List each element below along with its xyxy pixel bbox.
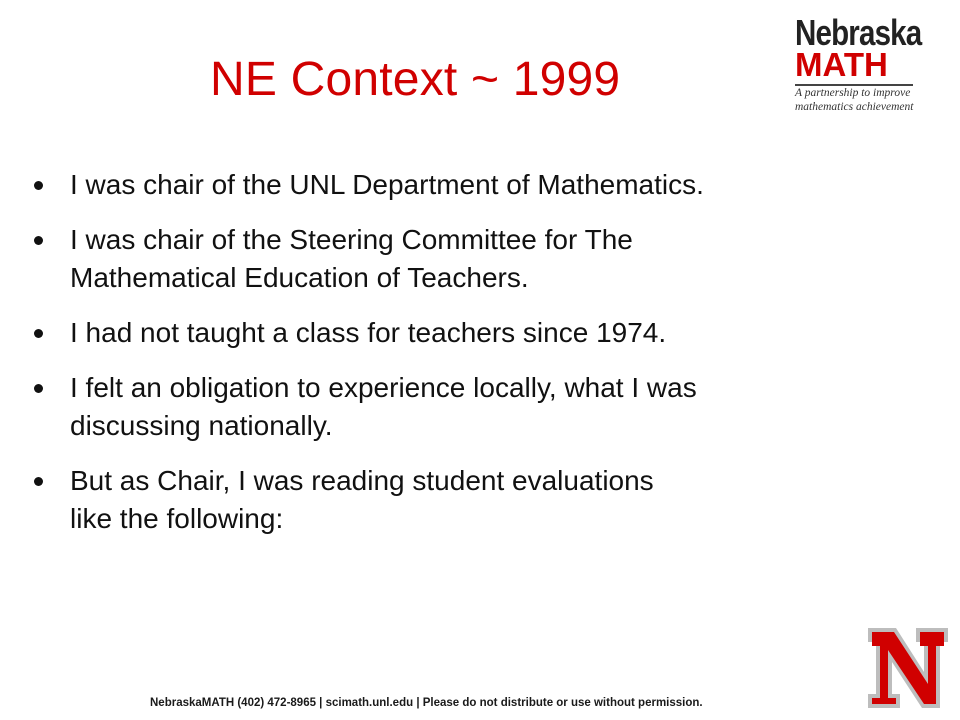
bullet-item xyxy=(32,314,912,352)
bullet-text-line2: discussing nationally. xyxy=(70,410,333,441)
bullet-item xyxy=(32,369,912,445)
bullet-dot-icon xyxy=(34,384,43,393)
bullet-dot-icon xyxy=(34,477,43,486)
bullet-dot-icon xyxy=(34,181,43,190)
bullet-item xyxy=(32,221,912,297)
bullet-text-line1: I was chair of the Steering Committee for The xyxy=(70,224,633,255)
bullet-list xyxy=(32,166,912,555)
nebraska-math-logo xyxy=(790,12,940,122)
logo-nebraska-text: Nebraska xyxy=(795,12,922,53)
bullet-text-line1: I had not taught a class for teachers since 1974. xyxy=(70,317,667,348)
footer-text: NebraskaMATH (402) 472-8965 | scimath.unl.edu | Please do not distribute or use without permission. xyxy=(150,697,703,709)
bullet-text-line1: I was chair of the UNL Department of Mathematics. xyxy=(70,169,704,200)
logo-tagline-line2: mathematics achievement xyxy=(795,101,914,113)
bullet-text-line1: But as Chair, I was reading student evaluations xyxy=(70,465,654,496)
bullet-item xyxy=(32,166,912,204)
logo-tagline xyxy=(795,86,913,114)
bullet-dot-icon xyxy=(34,329,43,338)
bullet-dot-icon xyxy=(34,236,43,245)
bullet-text-line1: I felt an obligation to experience locally, what I was xyxy=(70,372,697,403)
bullet-text-line2: like the following: xyxy=(70,503,284,534)
logo-math-text: MATH xyxy=(795,46,888,83)
nebraska-n-icon xyxy=(866,624,950,712)
slide-title: NE Context ~ 1999 xyxy=(210,53,621,106)
bullet-item xyxy=(32,462,912,538)
bullet-text-line2: Mathematical Education of Teachers. xyxy=(70,262,529,293)
logo-tagline-line1: A partnership to improve xyxy=(795,87,911,99)
